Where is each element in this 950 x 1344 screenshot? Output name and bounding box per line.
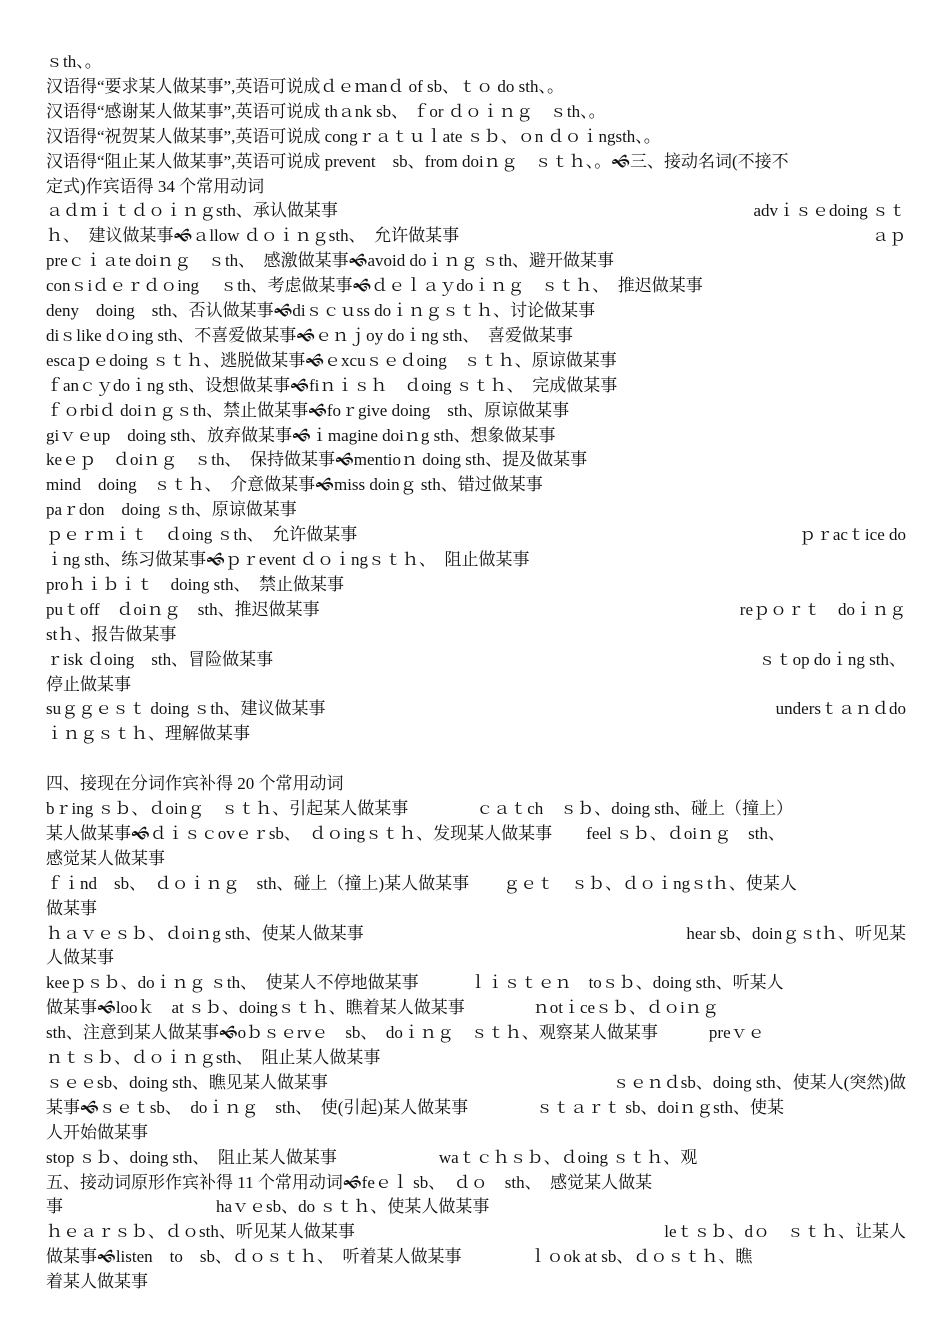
text-line: keｅｐ ｄoiｎｇ ｓth、 保持做某事🙜mentioｎ doing sth、提及做某事: [46, 450, 588, 470]
text-line: [46, 697, 906, 721]
text-line: ｉng sth、练习做某事🙜ｐｒevent ｄｏｉngｓｔｈ、 阻止做某事: [46, 550, 530, 569]
line-left-part: suｇｇｅｓｔ doing ｓth、建议做某事: [46, 699, 326, 719]
text-line: ｆｏrbiｄ doiｎｇｓth、禁止做某事🙜foｒgive doing sth、原谅做某事: [46, 400, 570, 420]
text-line: 着某人做某事: [46, 1272, 148, 1292]
text-line: 做某事🙜looｋ at ｓｂ、doingｓｔｈ、瞧着某人做某事 ｎotｉceｓｂ、ｄｏiｎｇ: [46, 998, 719, 1018]
text-line: ｎｔｓｂ、ｄｏｉｎｇsth、 阻止某人做某事: [46, 1048, 381, 1067]
text-line: ｆanｃｙdoｉng sth、设想做某事🙜fiｎｉｓｈ ｄoing ｓｔｈ、 完成做某事: [46, 375, 618, 395]
line-left-part: ｒisk ｄoing sth、冒险做某事: [46, 649, 274, 669]
text-line: 做某事🙜listen to sb、ｄｏｓｔｈ、 听着某人做某事 ｌｏok at sb、ｄｏｓｔｈ、瞧: [46, 1247, 753, 1267]
text-line: escaｐｅdoing ｓｔｈ、逃脱做某事🙜ｅxcuｓｅｄoing ｓｔｈ、原谅做某事: [46, 350, 617, 370]
text-line: stop ｓｂ、doing sth、 阻止某人做某事 waｔｃｈｓｂ、ｄoing ｓｔｈ、观: [46, 1147, 698, 1167]
text-line: preｃｉａte doiｎｇ ｓth、 感激做某事🙜avoid doｉｎｇ ｓth、避开做某事: [46, 251, 614, 271]
text-line: [46, 922, 906, 946]
text-line: 汉语得“要求某人做某事”,英语可说成ｄｅｍanｄ of sb、ｔｏ do sth、。: [46, 76, 565, 96]
text-line: proｈｉｂｉｔ doing sth、 禁止做某事: [46, 574, 344, 594]
text-line: [46, 648, 906, 672]
line-right-part: leｔｓｂ、dｏ ｓｔｈ、让某人: [664, 1222, 906, 1242]
text-line: 某人做某事🙜ｄｉｓｃovｅｒsb、 ｄｏingｓｔｈ、发现某人做某事 feel ｓｂ、ｄoiｎｇ sth、: [46, 823, 785, 843]
text-line: diｓlike dｏing sth、不喜爱做某事🙜ｅｎｊoy doｉng sth、 喜爱做某事: [46, 325, 573, 345]
line-left-part: ｐｅｒｍｉｔ ｄoing ｓth、 允许做某事: [46, 525, 358, 545]
text-line: ｉｎｇｓｔｈ、理解做某事: [46, 724, 250, 744]
line-left-part: puｔoff ｄoiｎｇ sth、推迟做某事: [46, 599, 320, 619]
text-line: [46, 1071, 906, 1095]
text-line: bｒing ｓｂ、ｄoinｇ ｓｔｈ、引起某人做某事 ｃａｔch ｓｂ、doing sth、碰上（撞上）: [46, 799, 794, 818]
text-line: 停止做某事: [46, 674, 131, 694]
line-left-part: ｈ、 建议做某事🙜ａllow ｄｏｉｎｇsth、 允许做某事: [46, 226, 460, 246]
line-right-part: ａｐ: [872, 226, 906, 246]
text-line: [46, 199, 906, 223]
line-left-part: ｈａｖｅｓｂ、ｄoiｎg sth、使某人做某事: [46, 923, 364, 943]
text-line: 某事🙜ｓｅｔsb、 doｉｎｇ sth、 使(引起)某人做某事 ｓｔａｒｔ sb、doiｎｇsth、使某: [46, 1097, 785, 1117]
text-line: 四、接现在分词作宾补得 20 个常用动词: [46, 774, 344, 794]
text-line: 汉语得“感谢某人做某事”,英语可说成 thａnk sb、 ｆor ｄｏｉｎｇ ｓth、。: [46, 101, 606, 121]
line-right-part: ｓｅｎｄsb、doing sth、使某人(突然)做: [612, 1072, 906, 1092]
line-right-part: ｐｒacｔice do: [798, 525, 906, 545]
line-right-part: undersｔａｎｄdo: [775, 699, 906, 719]
text-line: giｖｅup doing sth、放弃做某事🙜ｉmagine doiｎg sth、想象做某事: [46, 425, 556, 445]
text-line: 做某事: [46, 898, 97, 918]
text-line: 定式)作宾语得 34 个常用动词: [46, 176, 265, 196]
line-left-part: ｓｅｅsb、doing sth、瞧见某人做某事: [46, 1072, 328, 1092]
text-line: conｓiｄｅｒｄｏing ｓth、考虑做某事🙜ｄｅｌａｙdoｉｎｇ ｓｔｈ、 推迟做某事: [46, 276, 703, 296]
text-line: sth、注意到某人做某事🙜oｂｓｅrvｅ sb、 doｉｎｇ ｓｔｈ、观察某人做某事 preｖｅ: [46, 1023, 765, 1043]
text-line: [46, 598, 906, 622]
text-line: 汉语得“阻止某人做某事”,英语可说成 prevent sb、from doiｎｇ ｓｔｈ、。🙜三、接动名词(不接不: [46, 151, 789, 171]
text-line: 感觉某人做某事: [46, 848, 165, 868]
text-line: [46, 1220, 906, 1244]
text-line: deny doing sth、否认做某事🙜diｓｃｕss doｉｎｇｓｔｈ、讨论做某事: [46, 301, 596, 320]
line-right-part: ｓｔop doｉng sth、: [758, 649, 906, 669]
text-line: 人开始做某事: [46, 1122, 148, 1142]
text-line: 人做某事: [46, 948, 114, 968]
text-line: keeｐｓｂ、doｉｎｇ ｓth、 使某人不停地做某事 ｌｉｓｔｅｎ toｓｂ、doing sth、听某人: [46, 973, 784, 993]
line-right-part: reｐｏｒｔ doｉｎｇ: [739, 599, 906, 619]
text-line: 五、接动词原形作宾补得 11 个常用动词🙜feｅｌ sb、 ｄｏ sth、 感觉某人做某: [46, 1172, 653, 1192]
text-line: ｓth、。: [46, 52, 102, 71]
text-line: 汉语得“祝贺某人做某事”,英语可说成 congｒａｔｕｌate ｓｂ、ｏn ｄｏｉngsth、。: [46, 126, 661, 146]
text-line: [46, 224, 906, 248]
text-line: [46, 523, 906, 547]
line-left-part: ａｄｍｉｔｄｏｉｎｇsth、承认做某事: [46, 201, 338, 221]
text-line: 事 haｖｅsb、do ｓｔｈ、使某人做某事: [46, 1197, 490, 1217]
line-left-part: ｈｅａｒｓｂ、ｄｏsth、听见某人做某事: [46, 1222, 355, 1242]
text-line: mind doing ｓｔｈ、 介意做某事🙜miss doinｇ sth、错过做某事: [46, 475, 543, 495]
line-right-part: advｉｓｅdoing ｓｔ: [753, 201, 906, 221]
text-line: paｒdon doing ｓth、原谅做某事: [46, 500, 297, 520]
text-line: [46, 747, 906, 771]
text-line: stｈ、报告做某事: [46, 624, 177, 644]
text-line: ｆｉnd sb、 ｄｏｉｎｇ sth、碰上（撞上)某人做某事 ｇｅｔ ｓｂ、ｄｏｉngｓtｈ、使某人: [46, 873, 797, 893]
line-right-part: hear sb、doinｇｓtｈ、听见某: [686, 923, 906, 943]
